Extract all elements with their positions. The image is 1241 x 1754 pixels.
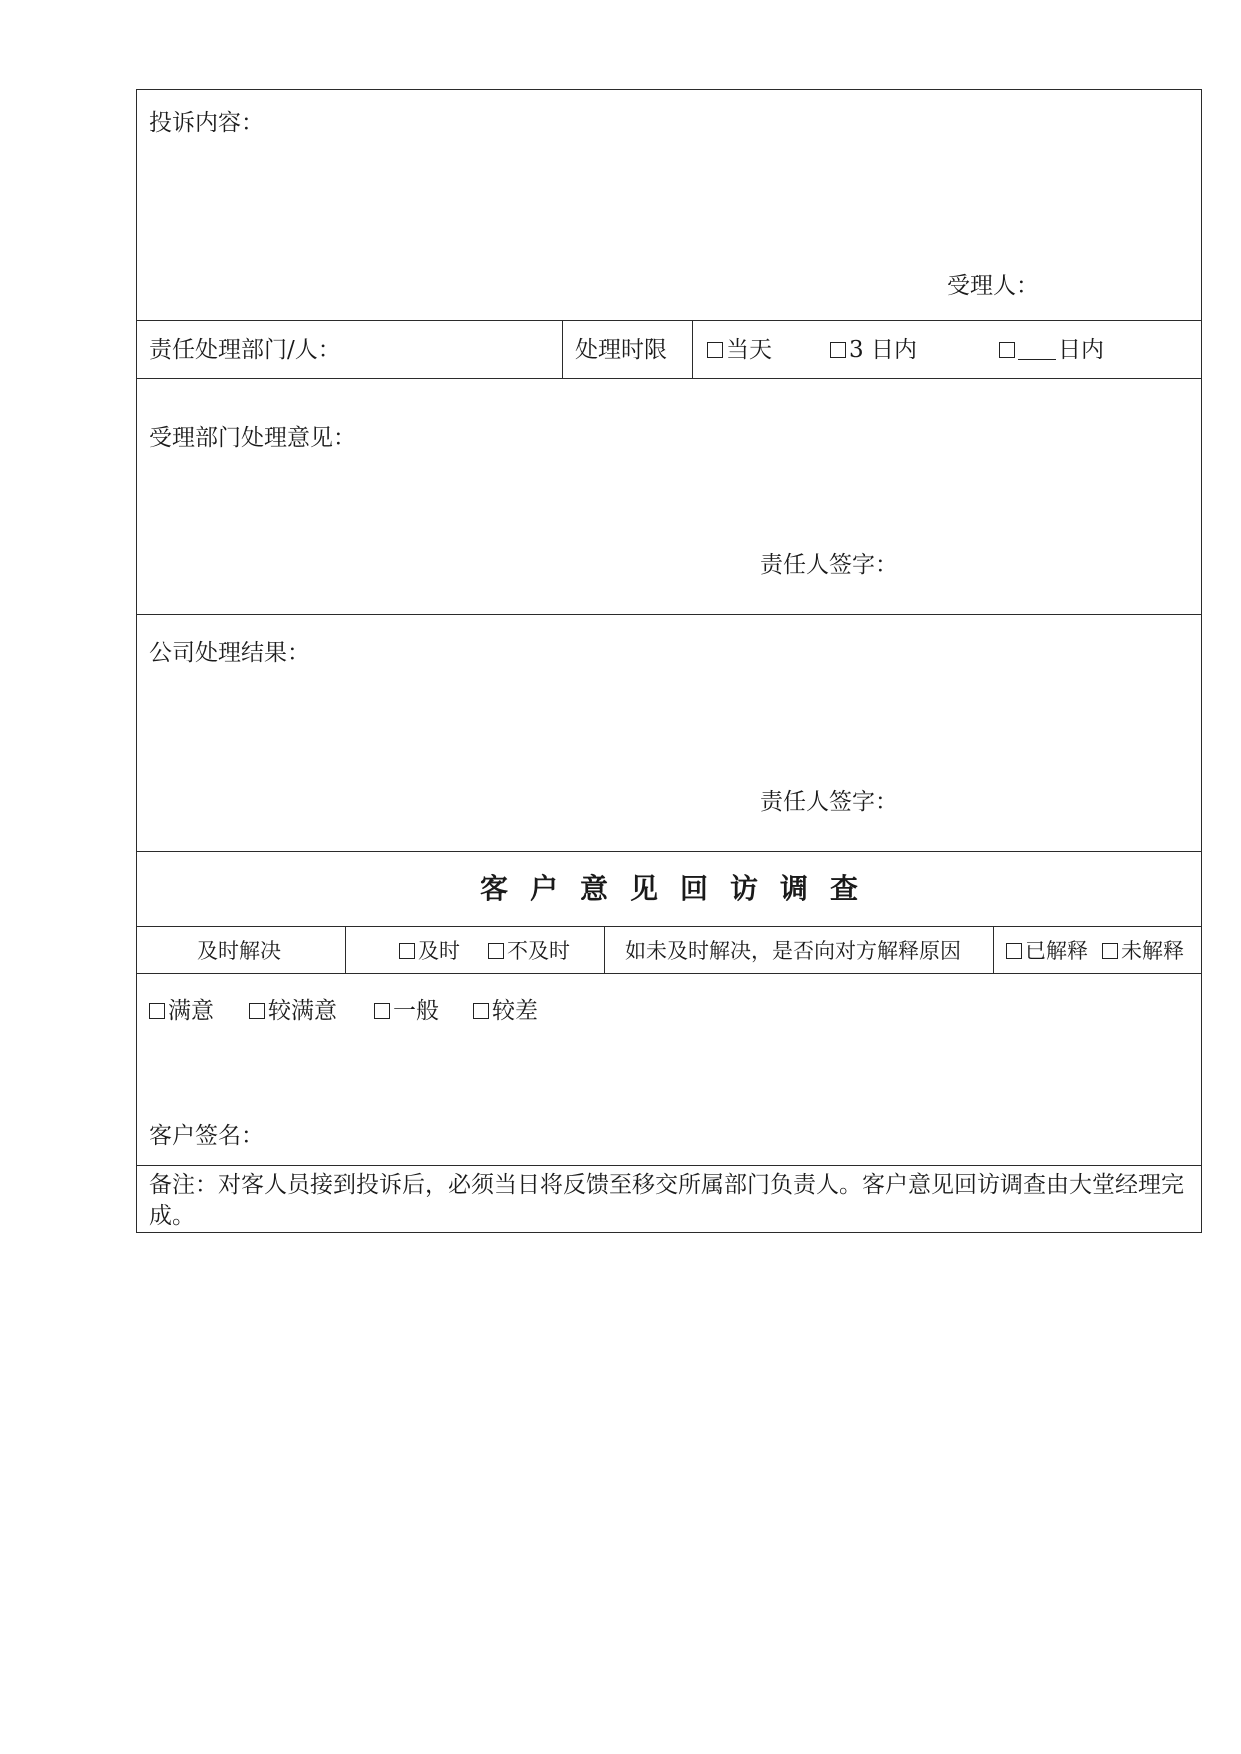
receiver-label: 受理人：: [947, 273, 1039, 299]
checkbox-icon: [374, 1003, 390, 1019]
satisfaction-section: [136, 973, 1202, 1166]
checkbox-icon: [399, 943, 415, 959]
customer-sign-label: 客户签名：: [149, 1123, 264, 1149]
satisfaction-option-label: 满意: [168, 998, 214, 1024]
timely-resolution-section: [136, 926, 1202, 974]
timely-option-label: 及时: [418, 939, 460, 963]
survey-title-section: [136, 851, 1202, 927]
survey-title: 客户意见回访调查: [479, 872, 880, 905]
checkbox-icon: [249, 1003, 265, 1019]
dept-opinion-section[interactable]: [136, 378, 1202, 615]
checkbox-icon: [149, 1003, 165, 1019]
deadline-option-label: 日内: [1058, 337, 1104, 363]
company-result-section[interactable]: [136, 614, 1202, 852]
timely-label: 及时解决: [197, 939, 281, 963]
blank-field[interactable]: [1018, 339, 1056, 360]
checkbox-icon: [707, 342, 723, 358]
complaint-content-label: 投诉内容：: [149, 110, 264, 136]
satisfaction-option-satisfied[interactable]: [149, 996, 214, 1026]
deadline-option-3days[interactable]: [830, 335, 917, 365]
explain-option-label: 未解释: [1121, 939, 1184, 963]
satisfaction-option-poor[interactable]: [473, 996, 538, 1026]
satisfaction-option-average[interactable]: [374, 996, 439, 1026]
divider: [993, 927, 994, 973]
remark-text: 备注：对客人员接到投诉后，必须当日将反馈至移交所属部门负责人。客户意见回访调查由大堂经理完成。: [149, 1172, 1184, 1229]
deadline-option-label: 3 日内: [849, 337, 917, 363]
deadline-option-label: 当天: [726, 337, 772, 363]
company-result-sign-label: 责任人签字：: [760, 789, 898, 815]
satisfaction-option-label: 较差: [492, 998, 538, 1024]
dept-opinion-label: 受理部门处理意见：: [149, 425, 356, 451]
responsible-dept-label: 责任处理部门/人：: [149, 337, 341, 363]
timely-option-label: 不及时: [507, 939, 570, 963]
timely-option-yes[interactable]: [399, 936, 460, 966]
satisfaction-option-fairly-satisfied[interactable]: [249, 996, 337, 1026]
checkbox-icon: [1006, 943, 1022, 959]
deadline-option-today[interactable]: [707, 335, 772, 365]
satisfaction-option-label: 一般: [393, 998, 439, 1024]
timely-option-no[interactable]: [488, 936, 570, 966]
divider: [692, 321, 693, 378]
explain-option-label: 已解释: [1025, 939, 1088, 963]
complaint-content-section[interactable]: [136, 89, 1202, 321]
dept-opinion-sign-label: 责任人签字：: [760, 552, 898, 578]
deadline-label: 处理时限: [575, 337, 667, 363]
explain-option-yes[interactable]: [1006, 936, 1088, 966]
responsibility-section: [136, 320, 1202, 379]
remark-section: [136, 1165, 1202, 1233]
checkbox-icon: [488, 943, 504, 959]
explain-option-no[interactable]: [1102, 936, 1184, 966]
checkbox-icon: [1102, 943, 1118, 959]
company-result-label: 公司处理结果：: [149, 640, 310, 666]
divider: [604, 927, 605, 973]
divider: [345, 927, 346, 973]
deadline-option-custom[interactable]: [999, 335, 1104, 365]
checkbox-icon: [999, 342, 1015, 358]
checkbox-icon: [473, 1003, 489, 1019]
divider: [562, 321, 563, 378]
explain-question: 如未及时解决，是否向对方解释原因: [625, 939, 961, 963]
satisfaction-option-label: 较满意: [268, 998, 337, 1024]
checkbox-icon: [830, 342, 846, 358]
